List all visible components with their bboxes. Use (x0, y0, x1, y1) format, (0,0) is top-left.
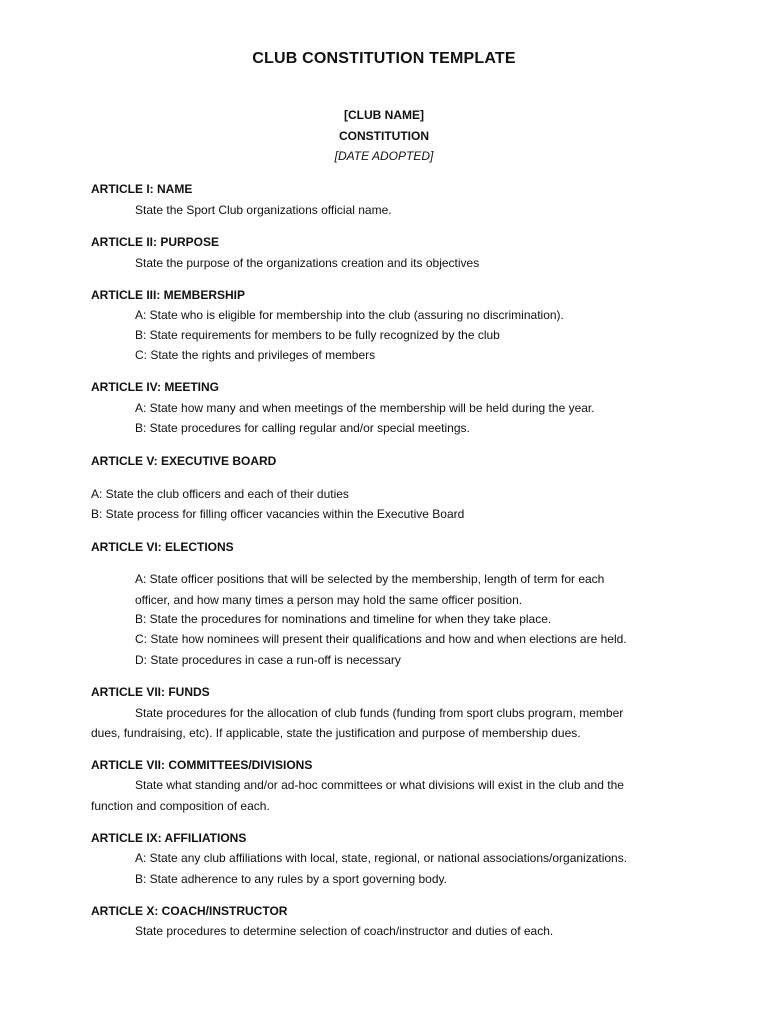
article-text: D: State procedures in case a run-off is necessary (135, 653, 401, 667)
article-text: B: State requirements for members to be fully recognized by the club (135, 328, 500, 342)
article-text: C: State the rights and privileges of members (135, 348, 376, 362)
article-heading: ARTICLE IV: MEETING (91, 380, 220, 394)
document-title: CLUB CONSTITUTION TEMPLATE (252, 50, 516, 67)
article-text: B: State process for filling officer vacancies within the Executive Board (91, 507, 465, 521)
article-text: A: State how many and when meetings of the membership will be held during the year. (135, 401, 595, 415)
article-heading: ARTICLE III: MEMBERSHIP (91, 288, 246, 302)
article-heading: ARTICLE I: NAME (91, 182, 193, 196)
article-heading: ARTICLE VI: ELECTIONS (91, 540, 234, 554)
article-text: State procedures for the allocation of club funds (funding from sport clubs program, member (135, 706, 624, 720)
article-text: A: State the club officers and each of their duties (91, 487, 349, 501)
club-name-placeholder: [CLUB NAME] (344, 108, 424, 122)
article-heading: ARTICLE VII: FUNDS (91, 685, 210, 699)
article-heading: ARTICLE IX: AFFILIATIONS (91, 831, 247, 845)
article-text: B: State the procedures for nominations and timeline for when they take place. (135, 612, 552, 626)
article-text: A: State who is eligible for membership into the club (assuring no discrimination). (135, 308, 564, 322)
article-text: State procedures to determine selection of coach/instructor and duties of each. (135, 924, 554, 938)
article-text: A: State any club affiliations with local, state, regional, or national associations/organizations. (135, 851, 628, 865)
article-text: A: State officer positions that will be selected by the membership, length of term for each (135, 572, 605, 586)
constitution-label: CONSTITUTION (339, 129, 429, 143)
article-text: dues, fundraising, etc). If applicable, state the justification and purpose of membership dues. (91, 726, 581, 740)
article-text: C: State how nominees will present their qualifications and how and when elections are held. (135, 632, 627, 646)
article-text: State what standing and/or ad-hoc committees or what divisions will exist in the club and the (135, 778, 624, 792)
article-text: function and composition of each. (91, 799, 270, 813)
article-text: State the purpose of the organizations creation and its objectives (135, 256, 480, 270)
article-text: officer, and how many times a person may hold the same officer position. (135, 593, 523, 607)
article-heading: ARTICLE VII: COMMITTEES/DIVISIONS (91, 758, 313, 772)
article-text: B: State adherence to any rules by a sport governing body. (135, 872, 447, 886)
date-adopted-placeholder: [DATE ADOPTED] (334, 149, 434, 163)
article-text: B: State procedures for calling regular and/or special meetings. (135, 421, 470, 435)
article-heading: ARTICLE X: COACH/INSTRUCTOR (91, 904, 288, 918)
article-heading: ARTICLE V: EXECUTIVE BOARD (91, 454, 277, 468)
article-text: State the Sport Club organizations official name. (135, 203, 392, 217)
article-heading: ARTICLE II: PURPOSE (91, 235, 220, 249)
